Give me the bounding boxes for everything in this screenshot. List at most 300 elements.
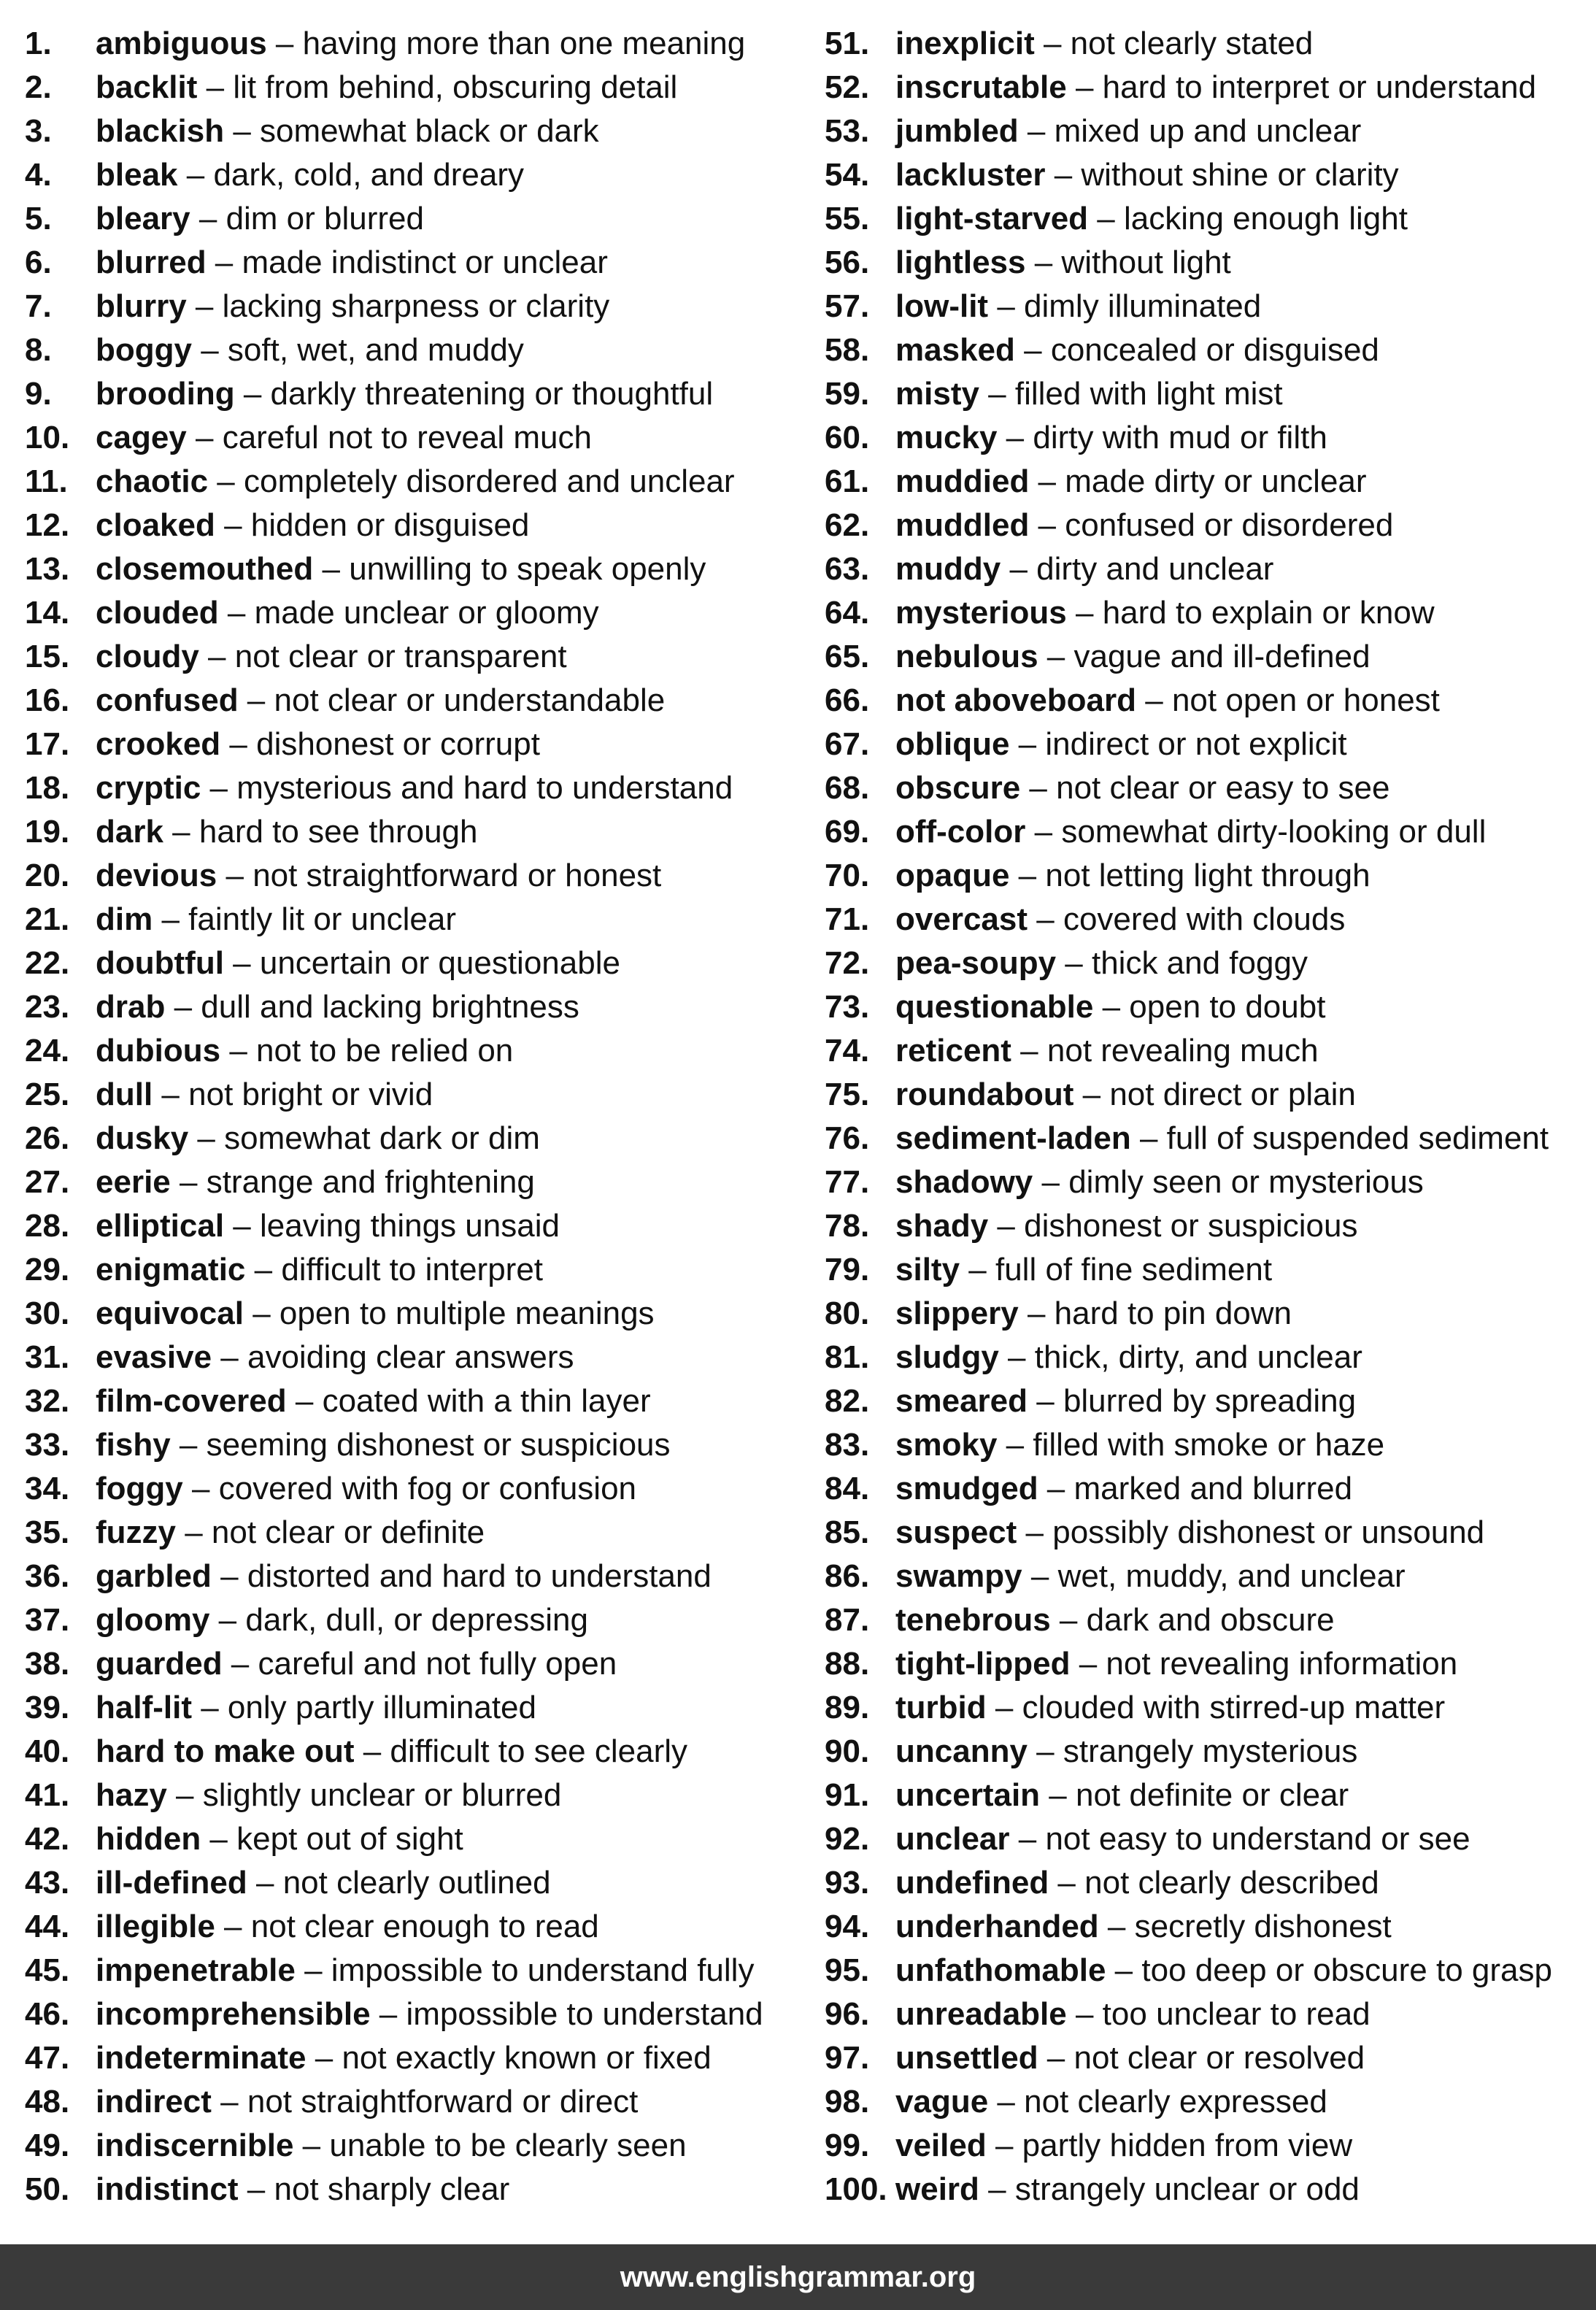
list-item-definition: not clear or definite bbox=[211, 1514, 485, 1550]
list-item-separator: – bbox=[1038, 2040, 1074, 2076]
list-item bbox=[825, 1861, 1552, 1905]
list-item-definition: strangely unclear or odd bbox=[1014, 2171, 1360, 2207]
list-item bbox=[25, 1642, 763, 1686]
list-item-number: 7. bbox=[25, 288, 52, 324]
list-item bbox=[825, 66, 1552, 109]
list-item-number: 57. bbox=[825, 288, 870, 324]
list-item bbox=[825, 241, 1552, 285]
list-item bbox=[25, 372, 763, 416]
list-item bbox=[25, 679, 763, 723]
list-item-number: 97. bbox=[825, 2040, 870, 2076]
list-item-separator: – bbox=[243, 1295, 280, 1331]
list-item-word: confused bbox=[96, 682, 239, 718]
list-item-separator: – bbox=[1009, 726, 1046, 762]
list-item-separator: – bbox=[1028, 1383, 1063, 1419]
list-item-word: cagey bbox=[96, 420, 187, 455]
list-item-definition: hidden or disguised bbox=[250, 507, 530, 543]
list-item-word: fishy bbox=[96, 1427, 171, 1463]
list-item-number: 86. bbox=[825, 1558, 870, 1594]
list-item-word: eerie bbox=[96, 1164, 171, 1200]
list-item bbox=[25, 1686, 763, 1730]
list-item-separator: – bbox=[247, 1865, 283, 1901]
list-item bbox=[25, 2080, 763, 2124]
list-item-number: 70. bbox=[825, 858, 870, 893]
list-item bbox=[825, 854, 1552, 898]
list-item-definition: covered with clouds bbox=[1063, 901, 1346, 937]
list-item-number: 54. bbox=[825, 157, 870, 193]
list-item-word: weird bbox=[895, 2171, 979, 2207]
list-item-separator: – bbox=[238, 2171, 274, 2207]
list-item-word: backlit bbox=[96, 69, 198, 105]
list-item bbox=[25, 723, 763, 766]
list-item-word: ill-defined bbox=[96, 1865, 247, 1901]
list-item bbox=[25, 547, 763, 591]
list-item-definition: dimly seen or mysterious bbox=[1068, 1164, 1424, 1200]
list-item bbox=[825, 1905, 1552, 1949]
list-item-number: 26. bbox=[25, 1120, 70, 1156]
list-item-word: gloomy bbox=[96, 1602, 210, 1638]
list-item bbox=[825, 1248, 1552, 1292]
list-item-word: unsettled bbox=[895, 2040, 1038, 2076]
list-item-number: 62. bbox=[825, 507, 870, 543]
list-item-separator: – bbox=[1040, 1777, 1076, 1813]
list-item-word: questionable bbox=[895, 989, 1094, 1025]
list-item bbox=[25, 1117, 763, 1160]
list-item-word: guarded bbox=[96, 1646, 223, 1682]
list-item-separator: – bbox=[238, 682, 274, 718]
list-item-definition: confused or disordered bbox=[1065, 507, 1394, 543]
list-item bbox=[25, 810, 763, 854]
list-item-word: shadowy bbox=[895, 1164, 1033, 1200]
list-item-separator: – bbox=[1011, 1033, 1047, 1069]
list-item-separator: – bbox=[208, 463, 244, 499]
list-item-separator: – bbox=[220, 1033, 257, 1069]
list-item-definition: too unclear to read bbox=[1102, 1996, 1371, 2032]
list-item-number: 23. bbox=[25, 989, 70, 1025]
list-item-definition: dishonest or suspicious bbox=[1024, 1208, 1358, 1244]
list-item-separator: – bbox=[224, 113, 261, 149]
list-item-separator: – bbox=[186, 288, 223, 324]
list-item-separator: – bbox=[1106, 1952, 1142, 1988]
list-item bbox=[825, 1817, 1552, 1861]
list-item-definition: not sharply clear bbox=[274, 2171, 510, 2207]
list-item-word: uncertain bbox=[895, 1777, 1041, 1813]
list-item-definition: clouded with stirred-up matter bbox=[1022, 1690, 1446, 1725]
list-item-number: 96. bbox=[825, 1996, 870, 2032]
list-item-separator: – bbox=[215, 1909, 251, 1944]
list-item-word: unreadable bbox=[895, 1996, 1067, 2032]
list-item bbox=[25, 1379, 763, 1423]
list-item-definition: not easy to understand or see bbox=[1045, 1821, 1470, 1857]
list-item-separator: – bbox=[190, 201, 226, 236]
list-item bbox=[825, 766, 1552, 810]
list-item-definition: not letting light through bbox=[1045, 858, 1371, 893]
list-item-number: 10. bbox=[25, 420, 70, 455]
list-item-definition: impossible to understand bbox=[406, 1996, 763, 2032]
list-item-separator: – bbox=[177, 157, 214, 193]
list-item-number: 49. bbox=[25, 2128, 70, 2163]
list-item bbox=[25, 241, 763, 285]
list-item-number: 52. bbox=[825, 69, 870, 105]
list-item-definition: mysterious and hard to understand bbox=[236, 770, 733, 806]
list-item-number: 59. bbox=[825, 376, 870, 412]
list-item-definition: strangely mysterious bbox=[1063, 1733, 1358, 1769]
list-item-word: opaque bbox=[895, 858, 1010, 893]
list-item-definition: dirty with mud or filth bbox=[1033, 420, 1327, 455]
list-item-word: dark bbox=[96, 814, 163, 850]
list-item-word: unclear bbox=[895, 1821, 1010, 1857]
list-item-number: 74. bbox=[825, 1033, 870, 1069]
list-item-number: 44. bbox=[25, 1909, 70, 1944]
list-item-separator: – bbox=[245, 1252, 282, 1287]
list-item-number: 1. bbox=[25, 26, 52, 61]
list-item-separator: – bbox=[997, 420, 1033, 455]
list-item-definition: hard to see through bbox=[198, 814, 478, 850]
list-item-number: 24. bbox=[25, 1033, 70, 1069]
list-item-number: 38. bbox=[25, 1646, 70, 1682]
list-item-number: 36. bbox=[25, 1558, 70, 1594]
list-item-definition: faintly lit or unclear bbox=[188, 901, 456, 937]
list-item-definition: not clearly described bbox=[1084, 1865, 1379, 1901]
list-item-number: 69. bbox=[825, 814, 870, 850]
list-item bbox=[25, 766, 763, 810]
list-item-word: tenebrous bbox=[895, 1602, 1051, 1638]
list-item-separator: – bbox=[1098, 1909, 1135, 1944]
list-item bbox=[825, 679, 1552, 723]
list-item-number: 72. bbox=[825, 945, 870, 981]
list-item-number: 37. bbox=[25, 1602, 70, 1638]
list-item-separator: – bbox=[197, 69, 234, 105]
list-item-definition: difficult to see clearly bbox=[390, 1733, 688, 1769]
list-item-number: 64. bbox=[825, 595, 870, 631]
list-item bbox=[825, 1073, 1552, 1117]
list-item-definition: somewhat dark or dim bbox=[224, 1120, 540, 1156]
list-item bbox=[25, 1467, 763, 1511]
list-item bbox=[25, 416, 763, 460]
list-item-number: 89. bbox=[825, 1690, 870, 1725]
list-item-word: low-lit bbox=[895, 288, 989, 324]
list-item bbox=[825, 1598, 1552, 1642]
list-item-word: vague bbox=[895, 2084, 989, 2120]
list-item bbox=[25, 504, 763, 547]
list-item-definition: careful and not fully open bbox=[258, 1646, 617, 1682]
list-item bbox=[825, 635, 1552, 679]
list-item-number: 48. bbox=[25, 2084, 70, 2120]
list-item-separator: – bbox=[209, 1602, 246, 1638]
list-item-word: blackish bbox=[96, 113, 225, 149]
list-item-separator: – bbox=[1066, 69, 1103, 105]
list-item-definition: not clear or resolved bbox=[1073, 2040, 1365, 2076]
list-item-separator: – bbox=[1130, 1120, 1167, 1156]
list-item-word: unfathomable bbox=[895, 1952, 1106, 1988]
list-item-word: bleak bbox=[96, 157, 178, 193]
list-item-definition: not clearly outlined bbox=[282, 1865, 551, 1901]
list-item bbox=[825, 1204, 1552, 1248]
list-item-separator: – bbox=[1020, 770, 1057, 806]
list-item-number: 90. bbox=[825, 1733, 870, 1769]
list-item-definition: avoiding clear answers bbox=[247, 1339, 574, 1375]
list-item-separator: – bbox=[215, 507, 251, 543]
list-item-word: tight-lipped bbox=[895, 1646, 1071, 1682]
list-item-separator: – bbox=[166, 1777, 203, 1813]
list-item bbox=[825, 109, 1552, 153]
list-item bbox=[825, 1423, 1552, 1467]
list-item-definition: not direct or plain bbox=[1109, 1077, 1356, 1112]
list-item-definition: made unclear or gloomy bbox=[254, 595, 599, 631]
list-item-separator: – bbox=[153, 901, 189, 937]
list-item-definition: dark, cold, and dreary bbox=[213, 157, 524, 193]
list-item bbox=[25, 635, 763, 679]
list-item-separator: – bbox=[188, 1120, 225, 1156]
list-item-word: masked bbox=[895, 332, 1015, 368]
list-item-word: smoky bbox=[895, 1427, 998, 1463]
list-item-word: inscrutable bbox=[895, 69, 1067, 105]
list-item-definition: not to be relied on bbox=[256, 1033, 514, 1069]
list-item bbox=[25, 22, 763, 66]
list-item-word: dusky bbox=[96, 1120, 189, 1156]
list-item-separator: – bbox=[1038, 639, 1074, 674]
list-item-word: off-color bbox=[895, 814, 1026, 850]
list-item-word: light-starved bbox=[895, 201, 1089, 236]
list-item-word: enigmatic bbox=[96, 1252, 246, 1287]
list-item-definition: possibly dishonest or unsound bbox=[1052, 1514, 1485, 1550]
list-item-number: 47. bbox=[25, 2040, 70, 2076]
list-item-number: 58. bbox=[825, 332, 870, 368]
word-list bbox=[25, 22, 1587, 2211]
list-item-definition: lacking enough light bbox=[1123, 201, 1408, 236]
list-item-word: indeterminate bbox=[96, 2040, 307, 2076]
list-item bbox=[25, 1861, 763, 1905]
list-item-number: 2. bbox=[25, 69, 52, 105]
list-item-word: impenetrable bbox=[96, 1952, 296, 1988]
list-item-number: 71. bbox=[825, 901, 870, 937]
list-item-number: 61. bbox=[825, 463, 870, 499]
list-item-word: cryptic bbox=[96, 770, 201, 806]
list-item bbox=[825, 1292, 1552, 1336]
list-item bbox=[25, 153, 763, 197]
list-item-number: 6. bbox=[25, 245, 52, 280]
footer-bar bbox=[0, 2244, 1596, 2310]
list-item-separator: – bbox=[1018, 1295, 1055, 1331]
list-item bbox=[825, 2168, 1552, 2211]
list-item-word: dim bbox=[96, 901, 153, 937]
list-item-number: 76. bbox=[825, 1120, 870, 1156]
list-item-definition: dirty and unclear bbox=[1036, 551, 1274, 587]
list-item-definition: difficult to interpret bbox=[281, 1252, 544, 1287]
list-item-definition: dull and lacking brightness bbox=[201, 989, 579, 1025]
list-item-separator: – bbox=[997, 1427, 1033, 1463]
list-item-number: 40. bbox=[25, 1733, 70, 1769]
list-item-separator: – bbox=[1001, 551, 1037, 587]
list-item-separator: – bbox=[1027, 1733, 1063, 1769]
list-item-separator: – bbox=[182, 1471, 219, 1506]
list-item bbox=[825, 153, 1552, 197]
list-item bbox=[25, 2124, 763, 2168]
list-item-separator: – bbox=[201, 770, 237, 806]
list-item bbox=[25, 985, 763, 1029]
list-item-definition: thick and foggy bbox=[1091, 945, 1308, 981]
list-item bbox=[825, 1774, 1552, 1817]
list-item bbox=[25, 1029, 763, 1073]
list-item-number: 46. bbox=[25, 1996, 70, 2032]
list-item-number: 84. bbox=[825, 1471, 870, 1506]
list-item-separator: – bbox=[1025, 245, 1062, 280]
list-item-definition: dim or blurred bbox=[225, 201, 424, 236]
list-item-definition: dark and obscure bbox=[1086, 1602, 1335, 1638]
list-item-word: obscure bbox=[895, 770, 1021, 806]
list-item-word: film-covered bbox=[96, 1383, 287, 1419]
list-item-number: 95. bbox=[825, 1952, 870, 1988]
list-item-word: closemouthed bbox=[96, 551, 314, 587]
list-item-definition: made indistinct or unclear bbox=[242, 245, 608, 280]
list-item-word: hidden bbox=[96, 1821, 201, 1857]
list-item-definition: not clear or transparent bbox=[234, 639, 567, 674]
list-item-word: roundabout bbox=[895, 1077, 1074, 1112]
list-item-definition: without light bbox=[1061, 245, 1231, 280]
list-item-word: pea-soupy bbox=[895, 945, 1057, 981]
list-item bbox=[25, 1160, 763, 1204]
list-item-separator: – bbox=[1029, 463, 1065, 499]
list-item bbox=[825, 1117, 1552, 1160]
list-item-word: misty bbox=[895, 376, 979, 412]
list-item-definition: not clear or understandable bbox=[274, 682, 666, 718]
list-item-number: 77. bbox=[825, 1164, 870, 1200]
list-item-number: 81. bbox=[825, 1339, 870, 1375]
list-item-word: indistinct bbox=[96, 2171, 239, 2207]
list-item-number: 43. bbox=[25, 1865, 70, 1901]
word-list-column-left bbox=[25, 22, 763, 2211]
list-item-number: 30. bbox=[25, 1295, 70, 1331]
list-item-word: oblique bbox=[895, 726, 1010, 762]
list-item-number: 39. bbox=[25, 1690, 70, 1725]
list-item-number: 17. bbox=[25, 726, 70, 762]
list-item-number: 27. bbox=[25, 1164, 70, 1200]
list-item-separator: – bbox=[988, 2084, 1025, 2120]
list-item-separator: – bbox=[1066, 595, 1103, 631]
list-item-separator: – bbox=[1093, 989, 1130, 1025]
list-item-number: 78. bbox=[825, 1208, 870, 1244]
list-item bbox=[825, 460, 1552, 504]
list-item-separator: – bbox=[293, 2128, 330, 2163]
list-item-separator: – bbox=[988, 1208, 1025, 1244]
list-item-separator: – bbox=[218, 595, 255, 631]
list-item bbox=[825, 372, 1552, 416]
list-item-separator: – bbox=[1034, 26, 1071, 61]
list-item-word: chaotic bbox=[96, 463, 209, 499]
list-item bbox=[25, 1598, 763, 1642]
list-item-separator: – bbox=[1066, 1996, 1103, 2032]
list-item-definition: covered with fog or confusion bbox=[218, 1471, 637, 1506]
list-item-definition: kept out of sight bbox=[236, 1821, 463, 1857]
list-item-definition: concealed or disguised bbox=[1050, 332, 1379, 368]
list-item-definition: secretly dishonest bbox=[1134, 1909, 1392, 1944]
list-item-definition: somewhat dirty-looking or dull bbox=[1061, 814, 1487, 850]
list-item bbox=[25, 942, 763, 985]
list-item-number: 60. bbox=[825, 420, 870, 455]
list-item-word: inexplicit bbox=[895, 26, 1035, 61]
list-item-definition: distorted and hard to understand bbox=[247, 1558, 712, 1594]
list-item bbox=[25, 66, 763, 109]
list-item-number: 73. bbox=[825, 989, 870, 1025]
list-item bbox=[825, 1379, 1552, 1423]
list-item-number: 18. bbox=[25, 770, 70, 806]
list-item-separator: – bbox=[1136, 682, 1172, 718]
list-item-definition: completely disordered and unclear bbox=[243, 463, 735, 499]
list-item-number: 8. bbox=[25, 332, 52, 368]
list-item-number: 94. bbox=[825, 1909, 870, 1944]
list-item-word: sludgy bbox=[895, 1339, 999, 1375]
list-item-word: half-lit bbox=[96, 1690, 192, 1725]
list-item-number: 75. bbox=[825, 1077, 870, 1112]
list-item-separator: – bbox=[211, 2084, 247, 2120]
list-item-word: hard to make out bbox=[96, 1733, 355, 1769]
list-item-number: 42. bbox=[25, 1821, 70, 1857]
list-item-definition: unable to be clearly seen bbox=[329, 2128, 687, 2163]
list-item-separator: – bbox=[153, 1077, 189, 1112]
list-item-word: indirect bbox=[96, 2084, 212, 2120]
list-item-definition: not straightforward or honest bbox=[252, 858, 662, 893]
list-item-definition: not clear or easy to see bbox=[1056, 770, 1390, 806]
list-item-number: 45. bbox=[25, 1952, 70, 1988]
list-item bbox=[25, 1949, 763, 1993]
list-item-number: 51. bbox=[825, 26, 870, 61]
list-item-definition: too deep or obscure to grasp bbox=[1141, 1952, 1552, 1988]
list-item-number: 25. bbox=[25, 1077, 70, 1112]
list-item bbox=[825, 1160, 1552, 1204]
list-item-definition: hard to pin down bbox=[1054, 1295, 1292, 1331]
list-item-definition: blurred by spreading bbox=[1063, 1383, 1357, 1419]
list-item-definition: filled with light mist bbox=[1014, 376, 1283, 412]
list-item bbox=[825, 1511, 1552, 1555]
list-item-word: smeared bbox=[895, 1383, 1028, 1419]
list-item-definition: leaving things unsaid bbox=[260, 1208, 560, 1244]
list-item bbox=[25, 591, 763, 635]
list-item-definition: coated with a thin layer bbox=[322, 1383, 651, 1419]
list-item-separator: – bbox=[211, 1558, 247, 1594]
list-item bbox=[25, 1817, 763, 1861]
list-item-number: 66. bbox=[825, 682, 870, 718]
list-item bbox=[825, 2080, 1552, 2124]
list-item-definition: unwilling to speak openly bbox=[349, 551, 706, 587]
list-item-separator: – bbox=[224, 1208, 260, 1244]
list-item bbox=[25, 285, 763, 328]
list-item bbox=[825, 2124, 1552, 2168]
list-item-definition: not open or honest bbox=[1171, 682, 1440, 718]
list-item-word: dubious bbox=[96, 1033, 221, 1069]
list-item-separator: – bbox=[176, 1514, 212, 1550]
list-item-word: undefined bbox=[895, 1865, 1049, 1901]
list-item-separator: – bbox=[354, 1733, 390, 1769]
list-item-definition: not clearly expressed bbox=[1024, 2084, 1327, 2120]
list-item-number: 100. bbox=[825, 2171, 887, 2207]
list-item-word: doubtful bbox=[96, 945, 224, 981]
list-item bbox=[825, 2036, 1552, 2080]
list-item-word: turbid bbox=[895, 1690, 987, 1725]
list-item bbox=[25, 1993, 763, 2036]
list-item-number: 83. bbox=[825, 1427, 870, 1463]
list-item bbox=[825, 1642, 1552, 1686]
list-item-number: 11. bbox=[25, 463, 68, 499]
list-item-definition: darkly threatening or thoughtful bbox=[270, 376, 714, 412]
list-item-word: muddled bbox=[895, 507, 1030, 543]
list-item-word: incomprehensible bbox=[96, 1996, 371, 2032]
list-item-word: muddied bbox=[895, 463, 1030, 499]
list-item bbox=[825, 197, 1552, 241]
list-item-separator: – bbox=[979, 2171, 1015, 2207]
list-item-separator: – bbox=[1029, 507, 1065, 543]
list-item bbox=[25, 1204, 763, 1248]
list-item-separator: – bbox=[163, 814, 199, 850]
